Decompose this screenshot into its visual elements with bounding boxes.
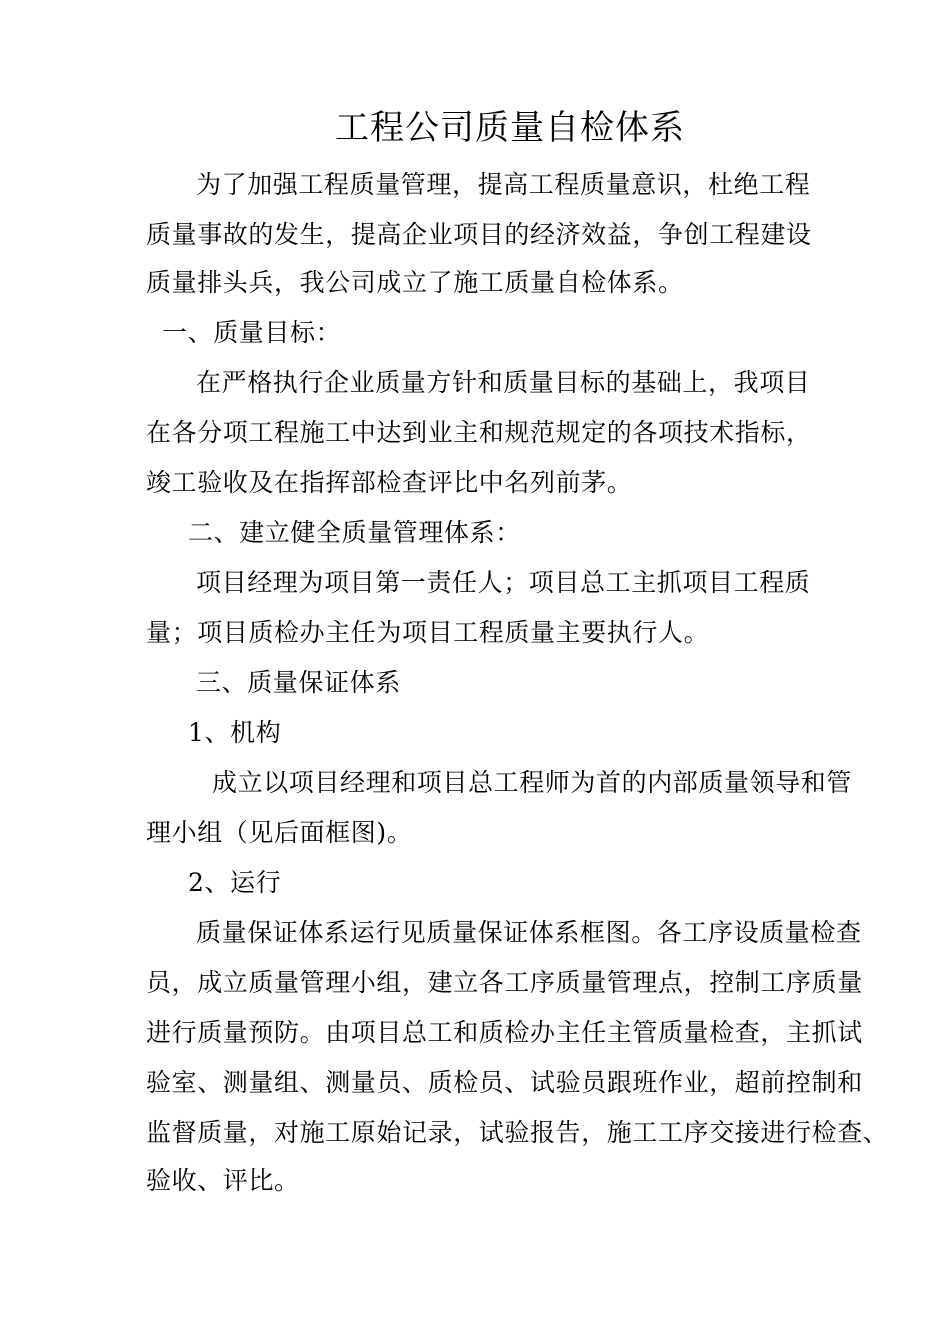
section-heading: 二、建立健全质量管理体系： [188, 518, 521, 547]
subsection-heading: 2、运行 [188, 868, 282, 897]
subsection-heading: 1、机构 [188, 718, 282, 747]
section-heading: 三、质量保证体系 [196, 668, 401, 697]
paragraph-line: 在各分项工程施工中达到业主和规范规定的各项技术指标， [146, 418, 812, 447]
paragraph-line: 员，成立质量管理小组，建立各工序质量管理点，控制工序质量 [146, 968, 863, 997]
paragraph-line: 理小组（见后面框图)。 [146, 818, 413, 847]
section-heading: 一、质量目标： [162, 318, 342, 347]
paragraph-line: 成立以项目经理和项目总工程师为首的内部质量领导和管 [212, 768, 853, 797]
paragraph-line: 为了加强工程质量管理，提高工程质量意识，杜绝工程 [196, 170, 811, 199]
paragraph-line: 项目经理为项目第一责任人；项目总工主抓项目工程质 [196, 568, 811, 597]
paragraph-line: 进行质量预防。由项目总工和质检办主任主管质量检查，主抓试 [146, 1018, 863, 1047]
paragraph-line: 监督质量，对施工原始记录，试验报告，施工工序交接进行检查、 [146, 1118, 889, 1147]
document-title: 工程公司质量自检体系 [335, 108, 685, 148]
paragraph-line: 验室、测量组、测量员、质检员、试验员跟班作业，超前控制和 [146, 1068, 863, 1097]
paragraph-line: 质量事故的发生，提高企业项目的经济效益，争创工程建设 [146, 220, 812, 249]
paragraph-line: 质量保证体系运行见质量保证体系框图。各工序设质量检查 [196, 918, 862, 947]
paragraph-line: 量；项目质检办主任为项目工程质量主要执行人。 [146, 618, 710, 647]
paragraph-line: 质量排头兵，我公司成立了施工质量自检体系。 [146, 268, 684, 297]
paragraph-line: 在严格执行企业质量方针和质量目标的基础上，我项目 [196, 368, 811, 397]
paragraph-line: 竣工验收及在指挥部检查评比中名列前茅。 [146, 468, 633, 497]
paragraph-line: 验收、评比。 [146, 1166, 300, 1195]
